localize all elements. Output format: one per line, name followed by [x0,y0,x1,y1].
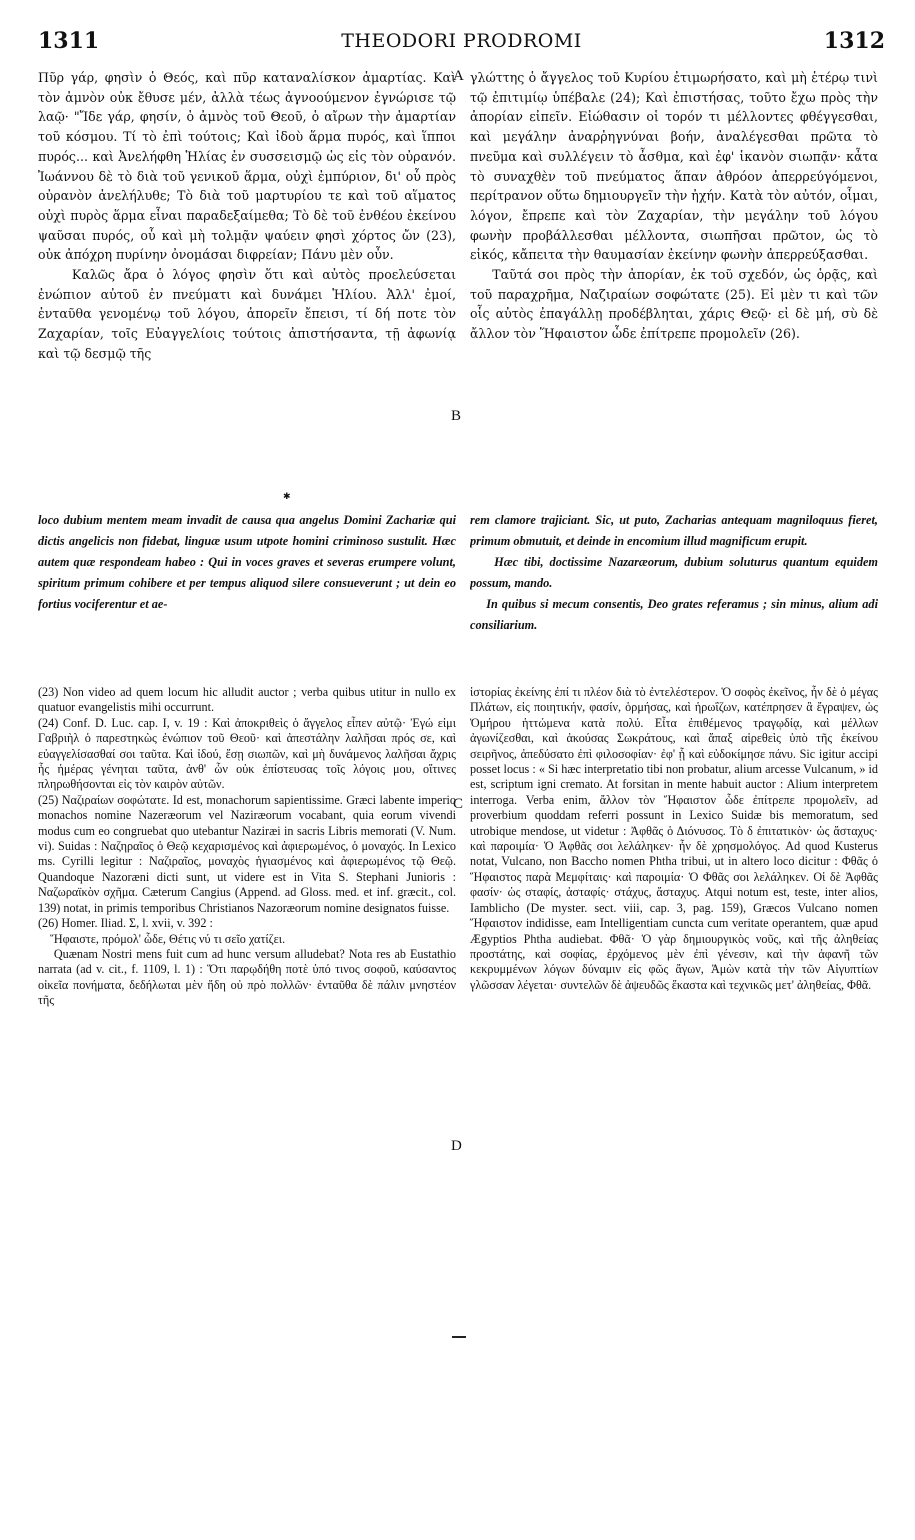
running-header [38,28,885,58]
running-title: THEODORI PRODROMI [341,30,582,52]
latin-translation-left: loco dubium mentem meam invadit de causa qua angelus Domini Zachariæ qui dictis angelicis non fidebat, linguæ usum utpote homini criminoso sustulit. Hæc autem quæ respondeam habeo : Qui in voces graves et severas erumpere volunt, spiritum primum cohibere et per tempus aliquod silere consueverunt ; ut dein eo fortius vociferentur et ae- [38,513,456,611]
margin-marker-b: B [451,408,462,424]
greek-text-right: γλώττης ὁ ἄγγελος τοῦ Κυρίου ἐτιμωρήσατο, καὶ μὴ ἑτέρῳ τινὶ τῷ ἐπιτιμίῳ ὑπέβαλε (24); Καὶ ἐπιστήσας, τοῦτο ἔχω πρὸς τὴν ἀπορίαν εἰπεῖν. Εἰώθασιν οἱ τορόν τι μέλλοντες φθέγγεσθαι, καὶ μεγάλην ἀναρῥηγνύναι βοήν, ἀναλέγεσθαι πρῶτα τὸ πνεῦμα καὶ συλλέγειν τὸ ἆσθμα, καὶ ἐφ' ἱκανὸν σιωπᾷν· κἆτα τὸ συναχθὲν τοῦ πνεύματος ἅπαν ἀθρόον ἀπερρεύγόμενοι, περίτρανον οὕτω δημιουργεῖν τὴν ἠχήν. Κατὰ τὸν αὐτόν, οἶμαι, λόγον, ἔπρεπε καὶ τὸν Ζαχαρίαν, τὴν μεγάλην τοῦ λόγου φωνὴν προβάλλεσθαι μέλλοντα, σιωπῆσαι πρῶτον, ὡς τὸ εἰκός, κἄπειτα τὴν θαυμασίαν ἐκείνην φωνὴν ἀπερρεύξασθαι. Ταῦτά σοι πρὸς τὴν ἀπορίαν, ἐκ τοῦ σχεδόν, ὡς ὁρᾷς, καὶ τοῦ παραχρῆμα, Ναζιραίων σοφώτατε (25). Εἰ μὲν τι καὶ τῶν οἷς αὐτὸς ἐπαγάλλῃ προδέβληται, χάρις Θεῷ· εἰ δὲ μή, σὺ δὲ ἄλλον τὸν Ἥφαιστον ὧδε ἐπίτρεπε προμολεῖν (26). [470,70,878,342]
greek-text-left-column [38,68,456,493]
margin-marker-d: D [451,1138,462,1154]
footnotes-right-column [470,685,878,1275]
footnotes-left-column [38,685,456,1275]
section-star: ✱ [283,492,291,502]
margin-marker-c: C [453,796,464,812]
page-number-right: 1312 [823,28,885,54]
latin-translation-right-column [470,510,878,670]
latin-translation-left-column [38,510,456,670]
footnotes-right: ἱστορίας ἐκείνης ἐπί τι πλέον διὰ τὸ ἐντελέστερον. Ὁ σοφὸς ἐκεῖνος, ἦν δὲ ὁ μέγας Πλάτων, εἰς ποιητικήν, φασίν, ὁρμήσας, καὶ ἡρωΐζων, κατέπρησεν ἃ ἔγραψεν, ὡς Ὁμήρου ἡττώμενα κατὰ πολύ. Εἶτα ἐπιθέμενος τραγῳδίᾳ, καὶ μέλλων ἀγωνίζεσθαι, καὶ ἀκούσας Σωκράτους, καὶ ἅπαξ αἱρεθεὶς ὑπὸ τῆς ἐκείνου σειρῆνος, ἀπεδύσατο ἐπὶ φιλοσοφίαν· ἐφ' ᾗ καὶ εὐδοκίμησε πάνυ. Sic igitur accipi posset locus : « Si hæc interpretatio tibi non probatur, alium arcesse Vulcanum, » id est, scriptum igni cremato. At forsitan in mente habuit auctor : Alium interpretem interroga. Verba enim, ἄλλον τὸν Ἥφαιστον ὧδε ἐπίτρεπε προμολεῖν, ad proverbium quoddam referri possunt in Lexico Suidæ bis memoratum, sed utrobique mendose, ut videtur : Ἀφθᾶς ὁ Διόνυσος. Τὸ δ ἐπιτατικὸν· ὡς ἄσταχυς· καὶ παροιμία· Ὁ Ἀφθᾶς σοι λελάληκεν· ἦν δὲ χρησμολόγος. Ad quod Kusterus notat, Vulcano, non Baccho nomen Phtha tribui, ut in altero loco dicitur : Φθᾶς ὁ Ἥφαιστος παρὰ Μεμφίταις· καὶ παροιμία· Ὁ Φθᾶς σοι λελάληκεν. Οἱ δὲ Ἀφθᾶς φασίν· ὡς σταφίς, ἀσταφίς· στάχυς, ἄσταχυς. Atqui notum est, teste, inter alios, Iamblicho (De myster. sect. viii, cap. 3, pag. 159), Græcos Vulcano nomen Ἥφαιστον indidisse, eam Intelligentiam cuncta cum veritate operantem, quæ apud Ægyptios Phtha audiebat. Φθᾶ· Ὁ γὰρ δημιουργικὸς νοῦς, καὶ τῆς ἀληθείας προστάτης, καὶ σοφίας, ἐρχόμενος μὲν ἐπὶ γένεσιν, καὶ τὴν ἀφανῆ τῶν κεκρυμμένων λόγων δύναμιν εἰς φῶς ἄγων, Ἀμὼν κατὰ τὴν τῶν Αἰγυπτίων γλῶσσαν λέγεται· συντελῶν δὲ ἀψευδῶς ἕκαστα καὶ τεχνικῶς μετ' ἀληθείας, Φθᾶ. [470,685,878,992]
greek-text-left: Πῦρ γάρ, φησὶν ὁ Θεός, καὶ πῦρ καταναλίσκον ἁμαρτίας. Καὶ τὸν ἀμνὸν οὐκ ἔθυσε μέν, ἀλλὰ τέως ἀγνοούμενον ἐγνώρισε τῷ λαῷ· "Ἴδε γάρ, φησίν, ὁ ἀμνὸς τοῦ Θεοῦ, ὁ αἴρων τὴν ἁμαρτίαν τοῦ κόσμου. Τί τὸ ἐπὶ τούτοις; Καὶ ἰδοὺ ἅρμα πυρός, καὶ ἵπποι πυρός... καὶ Ἀνελήφθη Ἡλίας ἐν συσσεισμῷ ὡς εἰς τὸν οὐρανόν. Ἰωάννου δὲ τὸ διὰ τοῦ γενικοῦ ἅρμα, οὐχὶ ἐμπύριον, δι' οὗ πρὸς οὐρανὸν ἀνελήλυθε; Τὸ διὰ τοῦ μαρτυρίου τε καὶ τοῦ αἵματος οὐχὶ πυρὸς ἅρμα εἶναι παραδεξαίμεθα; Τὸ δὲ τοῦ ἐνθέου ἐκείνου ψαῦσαι πυρός, οὗ καὶ μὴ τολμᾷν ψαύειν φησὶ χόρτος ὤν (23), οὐκ ἀπόχρη πυρίνην ὀνομάσαι διφρείαν; Πάνυ μὲν οὖν. Καλῶς ἄρα ὁ λόγος φησὶν ὅτι καὶ αὐτὸς προελεύσεται ἐνώπιον αὐτοῦ ἐν πνεύματι καὶ δυνάμει Ἠλίου. Ἀλλ' ἐμοί, ἐνταῦθα γενομένῳ τοῦ λόγου, ἀπορεῖν ἔπεισι, τί δή ποτε τὸν Ζαχαρίαν, τοῖς Εὐαγγελίοις τούτοις ἀπιστήσαντα, τῇ ἀφωνίᾳ καὶ τῷ δεσμῷ τῆς [38,70,456,361]
footnotes-left: (23) Non video ad quem locum hic alludit auctor ; verba quibus utitur in nullo ex quatuor evangelistis mihi occurrunt. (24) Conf. D. Luc. cap. I, v. 19 : Καὶ ἀποκριθεὶς ὁ ἄγγελος εἶπεν αὐτῷ· Ἐγώ εἰμι Γαβριὴλ ὁ παρεστηκὼς ἐνώπιον τοῦ Θεοῦ· καὶ ἀπεστάλην λαλῆσαι πρός σε, καὶ εὐαγγελίσασθαί σοι ταῦτα. Καὶ ἰδού, ἔσῃ σιωπῶν, καὶ μὴ δυνάμενος λαλῆσαι ἄχρις ἧς ἡμέρας γένηται ταῦτα, ἀνθ' ὧν οὐκ ἐπίστευσας τοῖς λόγοις μου, οἵτινες πληρωθήσονται εἰς τὸν καιρὸν αὐτῶν. (25) Ναζιραίων σοφώτατε. Id est, monachorum sapientissime. Græci labente imperio monachos nomine Nazeræorum vel Naziræorum vocabant, quia eorum vivendi modus cum eo congruebat quo utebantur Naziræi in sacris Libris memorati (V. Num. vi). Suidas : Ναζηραῖος ὁ Θεῷ κεχαρισμένος καὶ ἀφιερωμένος, ὁ μοναχός. In Lexico ms. Cyrilli legitur : Ναζιραῖος, μοναχὸς ἡγιασμένος καὶ ἀφιερωμένος τῷ Θεῷ. Quandoque Nazoræni dicti sunt, ut videre est in Vita S. Stephani Junioris : Ναζωραϊκὸν σχῆμα. Cæterum Cangius (Append. ad Gloss. med. et inf. græcit., col. 139) notat, in primis temporibus Christianos Nazoræorum nomine designatos fuisse. (26) Homer. Iliad. Σ, l. xvii, v. 392 : Ἥφαιστε, πρόμολ' ὧδε, Θέτις νύ τι σεῖο χατίζει. Quænam Nostri mens fuit cum ad hunc versum alludebat? Nota res ab Eustathio narrata (ad v. cit., f. 1109, l. 1) : Ὅτι παρῳδήθη ποτὲ ὑπό τινος σοφοῦ, καύσαντος οἰκεῖα πονήματα, δεδήλωται μὲν ἤδη οὐ πρὸ πολλῶν· ἐνταῦθα δὲ πάλιν μνηστέον τῆς [38,685,456,1008]
latin-translation-right: rem clamore trajiciant. Sic, ut puto, Zacharias antequam magniloquus fieret, primum obmutuit, et deinde in encomium illud magnificum erupit. Hæc tibi, doctissime Nazaræorum, dubium soluturus quantum equidem possum, mando. In quibus si mecum consentis, Deo grates referamus ; sin minus, alium adi consiliarium. [470,513,878,632]
margin-marker-a: A [453,68,464,84]
page-number-left: 1311 [38,28,100,54]
end-dash [452,1336,466,1338]
greek-text-right-column [470,68,878,493]
